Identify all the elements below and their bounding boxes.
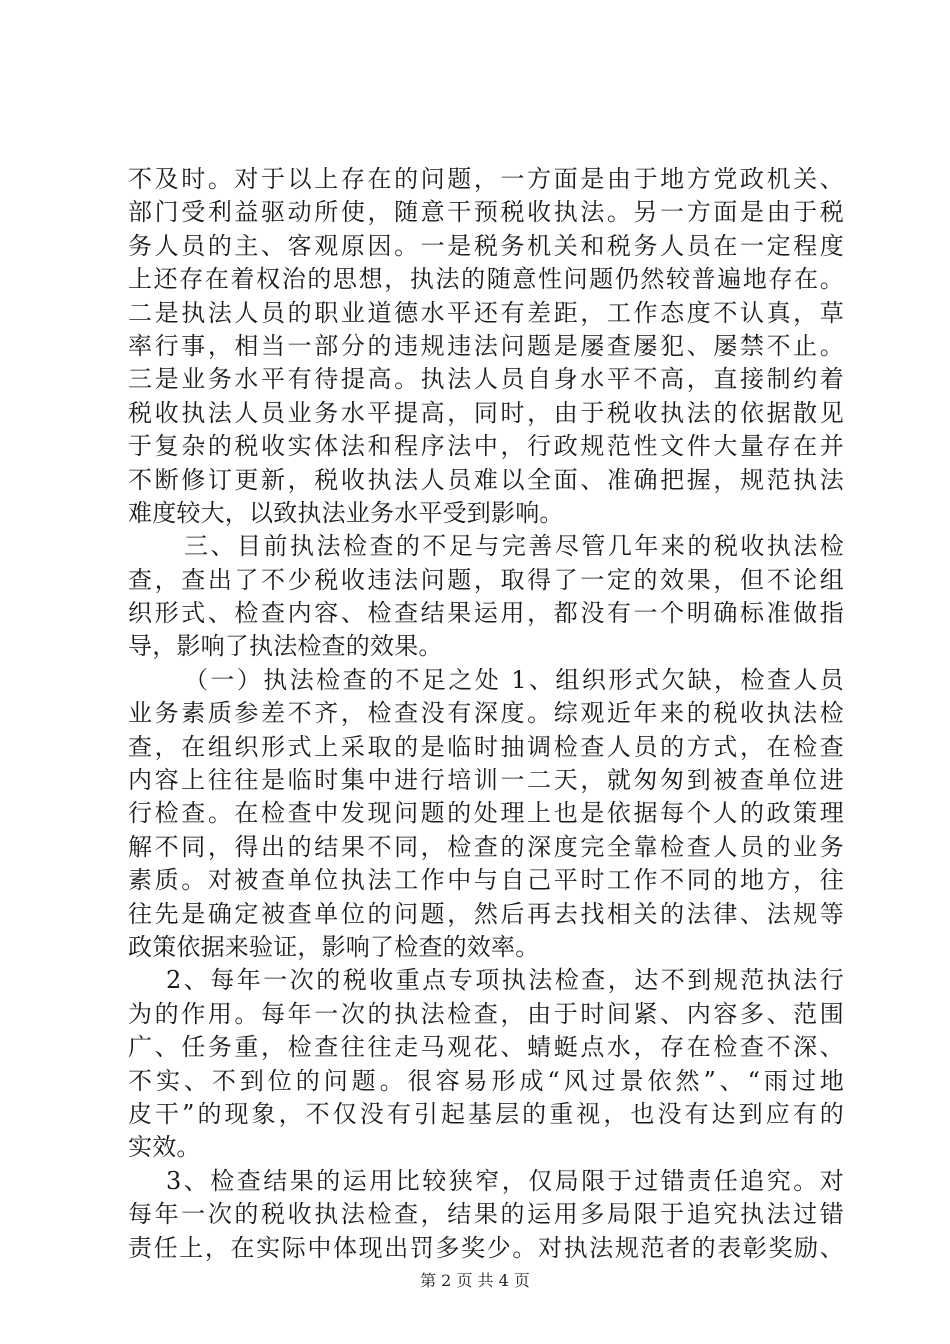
text-line: 2、每年一次的税收重点专项执法检查，达不到规范执法行 <box>166 966 844 995</box>
text-line: 三是业务水平有待提高。执法人员自身水平不高，直接制约着 <box>128 365 844 394</box>
text-line: 于复杂的税收实体法和程序法中，行政规范性文件大量存在并 <box>128 432 844 461</box>
text-line: 皮干”的现象，不仅没有引起基层的重视，也没有达到应有的 <box>128 1099 844 1128</box>
text-line: 不及时。对于以上存在的问题，一方面是由于地方党政机关、 <box>128 165 844 193</box>
text-line: 导，影响了执法检查的效果。 <box>128 632 443 661</box>
page-footer: 第 2 页 共 4 页 <box>420 1271 530 1290</box>
text-line: 不断修订更新，税收执法人员难以全面、准确把握，规范执法 <box>128 465 844 494</box>
text-line: 率行事，相当一部分的违规违法问题是屡查屡犯、屡禁不止。 <box>128 331 844 360</box>
text-line: 行检查。在检查中发现问题的处理上也是依据每个人的政策理 <box>128 799 844 828</box>
text-line: 织形式、检查内容、检查结果运用，都没有一个明确标准做指 <box>128 599 844 628</box>
text-line: 上还存在着权治的思想，执法的随意性问题仍然较普遍地存在。 <box>128 265 844 294</box>
text-line: 3、检查结果的运用比较狭窄，仅局限于过错责任追究。对 <box>166 1166 844 1195</box>
text-line: （一）执法检查的不足之处 1、组织形式欠缺，检查人员 <box>184 665 844 694</box>
text-line: 素质。对被查单位执法工作中与自己平时工作不同的地方，往 <box>128 866 844 895</box>
text-line: 往先是确定被查单位的问题，然后再去找相关的法律、法规等 <box>128 899 844 928</box>
text-line: 政策依据来验证，影响了检查的效率。 <box>128 932 540 961</box>
text-line: 责任上，在实际中体现出罚多奖少。对执法规范者的表彰奖励、 <box>128 1233 844 1262</box>
text-line: 税收执法人员业务水平提高，同时，由于税收执法的依据散见 <box>128 398 844 427</box>
text-line: 广、任务重，检查往往走马观花、蜻蜓点水，存在检查不深、 <box>128 1033 844 1062</box>
text-line: 不实、不到位的问题。很容易形成“风过景依然”、“雨过地 <box>128 1066 844 1095</box>
text-line: 为的作用。每年一次的执法检查，由于时间紧、内容多、范围 <box>128 999 844 1028</box>
text-line: 二是执法人员的职业道德水平还有差距，工作态度不认真，草 <box>128 298 844 327</box>
text-line: 实效。 <box>128 1133 201 1162</box>
text-line: 解不同，得出的结果不同，检查的深度完全靠检查人员的业务 <box>128 832 844 861</box>
text-line: 难度较大，以致执法业务水平受到影响。 <box>128 498 564 527</box>
text-line: 内容上往往是临时集中进行培训一二天，就匆匆到被查单位进 <box>128 766 844 795</box>
text-line: 三、目前执法检查的不足与完善尽管几年来的税收执法检 <box>184 532 844 561</box>
text-line: 业务素质参差不齐，检查没有深度。综观近年来的税收执法检 <box>128 699 844 728</box>
text-line: 每年一次的税收执法检查，结果的运用多局限于追究执法过错 <box>128 1200 844 1229</box>
text-line: 查，查出了不少税收违法问题，取得了一定的效果，但不论组 <box>128 565 844 594</box>
text-line: 务人员的主、客观原因。一是税务机关和税务人员在一定程度 <box>128 231 844 260</box>
document-body <box>128 163 844 1265</box>
text-line: 查，在组织形式上采取的是临时抽调检查人员的方式，在检查 <box>128 732 844 761</box>
text-line: 部门受利益驱动所使，随意干预税收执法。另一方面是由于税 <box>128 198 844 227</box>
